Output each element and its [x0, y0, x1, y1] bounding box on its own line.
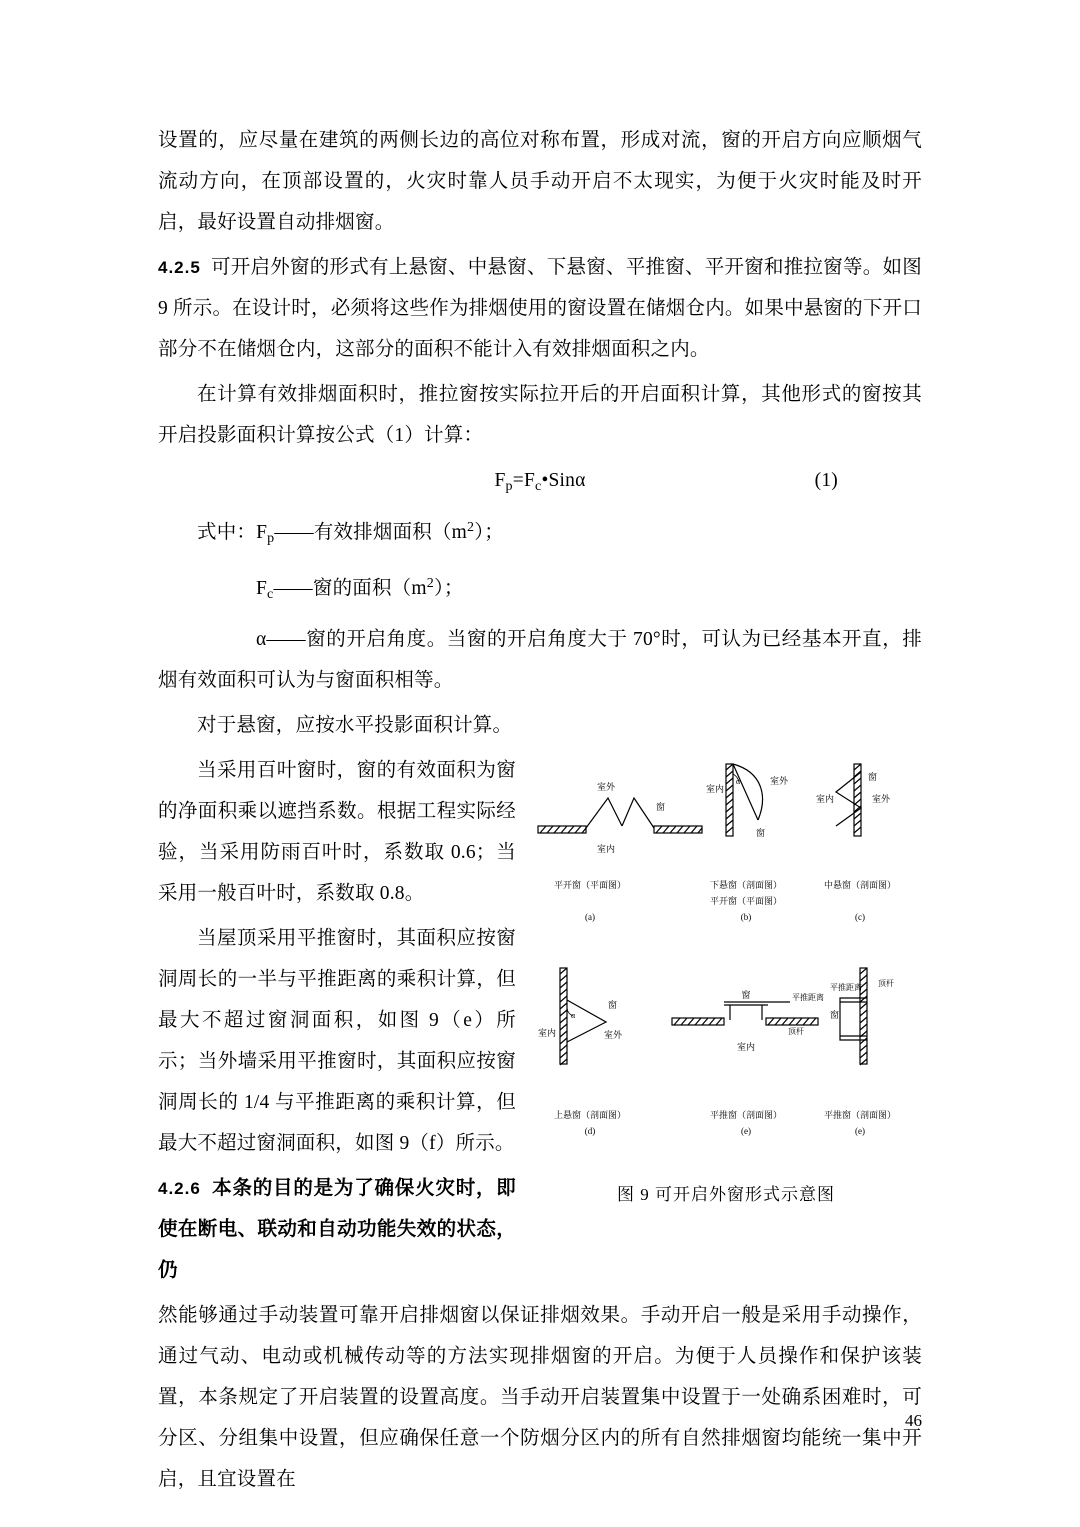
- paragraph-1: 设置的，应尽量在建筑的两侧长边的高位对称布置，形成对流，窗的开启方向应顺烟气流动方向，在顶部设置的，火灾时靠人员手动开启不太现实，为便于火灾时能及时开启，最好设置自动排烟窗。: [158, 130, 922, 233]
- svg-text:下悬窗（剖面图）: 下悬窗（剖面图）: [709, 879, 783, 890]
- svg-text:窗: 窗: [868, 771, 878, 782]
- svg-text:窗: 窗: [830, 1009, 840, 1020]
- svg-text:室外: 室外: [872, 793, 891, 804]
- figure-9-diagram: [530, 750, 922, 1170]
- svg-text:α: α: [571, 1010, 576, 1020]
- paragraph-5: 当采用百叶窗时，窗的有效面积为窗的净面积乘以遮挡系数。根据工程实际经验，当采用防雨百叶时，系数取 0.6；当采用一般百叶时，系数取 0.8。: [158, 759, 516, 904]
- left-text-column: [158, 750, 516, 1295]
- figure-item-b: [706, 764, 789, 922]
- svg-text:(e): (e): [855, 1125, 865, 1136]
- formula-1: [158, 460, 922, 507]
- clause-4-2-6-rest: 然能够通过手动装置可靠开启排烟窗以保证排烟效果。手动开启一般是采用手动操作，通过气动、电动或机械传动等的方法实现排烟窗的开启。为便于人员操作和保护该装置，本条规定了开启装置的设置高度。当手动开启装置集中设置于一处确系困难时，可分区、分组集中设置，但应确保任意一个防烟分区内的所有自然排烟窗均能统一集中开启，且宜设置在: [158, 1304, 922, 1490]
- svg-text:(a): (a): [585, 911, 595, 922]
- svg-text:上悬窗（剖面图）: 上悬窗（剖面图）: [553, 1109, 627, 1120]
- svg-text:室内: 室内: [596, 843, 616, 854]
- clause-number-4-2-5: 4.2.5: [158, 258, 201, 277]
- svg-text:(d): (d): [584, 1125, 596, 1136]
- svg-text:室外: 室外: [770, 775, 789, 786]
- svg-text:平推窗（剖面图）: 平推窗（剖面图）: [709, 1109, 783, 1120]
- paragraph-4: 对于悬窗，应按水平投影面积计算。: [197, 714, 513, 736]
- clause-number-4-2-6: 4.2.6: [158, 1178, 201, 1198]
- clause-text-4-2-5: 可开启外窗的形式有上悬窗、中悬窗、下悬窗、平推窗、平开窗和推拉窗等。如图9 所示。在设计时，必须将这些作为排烟使用的窗设置在储烟仓内。如果中悬窗的下开口部分不在储烟仓内，这部分的面积不能计入有效排烟面积之内。: [158, 257, 922, 360]
- svg-text:室外: 室外: [596, 781, 616, 792]
- svg-text:平开窗（平面图）: 平开窗（平面图）: [553, 879, 627, 890]
- figure-item-d: [538, 968, 626, 1136]
- figure-item-f: [824, 968, 896, 1136]
- figure-item-c: [816, 764, 896, 922]
- text-figure-region: [158, 750, 922, 1295]
- svg-text:平推窗（剖面图）: 平推窗（剖面图）: [823, 1109, 897, 1120]
- svg-text:室内: 室内: [816, 793, 835, 804]
- clause-4-2-6: [158, 1168, 516, 1291]
- formula-expression: $F_p=F_c•Sin\alpha$: [494, 470, 586, 494]
- formula-number: (1): [814, 470, 838, 491]
- svg-text:室外: 室外: [604, 1029, 623, 1040]
- svg-text:平推距离: 平推距离: [792, 992, 824, 1002]
- svg-text:顶杆: 顶杆: [878, 978, 894, 988]
- svg-text:室内: 室内: [706, 783, 725, 794]
- svg-text:α: α: [736, 776, 741, 786]
- symbol-definition-fc: $F_c——$窗的面积$(m^2)$；: [256, 574, 464, 602]
- page-content: [158, 120, 922, 1500]
- symbol-definition-fp: 式中：$F_p——$有效排烟面积$(m^2)$；: [197, 518, 504, 546]
- svg-text:顶杆: 顶杆: [788, 1026, 804, 1036]
- clause-text-4-2-6-bold: 本条的目的是为了确保火灾时，即使在断电、联动和自动功能失效的状态，仍: [158, 1177, 516, 1281]
- svg-text:窗: 窗: [656, 801, 666, 812]
- symbol-definition-alpha: α——窗的开启角度。当窗的开启角度大于 70°时，可认为已经基本开直，排烟有效面积可认为与窗面积相等。: [158, 628, 922, 691]
- svg-text:窗: 窗: [741, 989, 751, 1000]
- paragraph-6: 当屋顶采用平推窗时，其面积应按窗洞周长的一半与平推距离的乘积计算，但最大不超过窗洞面积，如图 9（e）所示；当外墙采用平推窗时，其面积应按窗洞周长的 1/4 与平推距离的乘积计算，但最大不超过窗洞面积，如图 9（f）所示。: [158, 927, 516, 1154]
- figure-caption: 图 9 可开启外窗形式示意图: [617, 1184, 835, 1204]
- svg-text:(e): (e): [741, 1125, 751, 1136]
- svg-text:窗: 窗: [608, 999, 618, 1010]
- svg-text:室内: 室内: [736, 1041, 756, 1052]
- tail-text: [158, 1295, 922, 1500]
- svg-text:室内: 室内: [538, 1027, 557, 1038]
- svg-text:平开窗（平面图）: 平开窗（平面图）: [709, 895, 783, 906]
- svg-text:窗: 窗: [756, 827, 766, 838]
- paragraph-3: 在计算有效排烟面积时，推拉窗按实际拉开后的开启面积计算，其他形式的窗按其开启投影面积计算按公式（1）计算：: [158, 384, 922, 446]
- figure-item-e: [672, 989, 824, 1136]
- svg-text:中悬窗（剖面图）: 中悬窗（剖面图）: [823, 879, 897, 890]
- clause-4-2-5: [158, 247, 922, 370]
- svg-text:(c): (c): [855, 911, 865, 922]
- page-number: 46: [905, 1411, 922, 1430]
- svg-text:(b): (b): [740, 911, 752, 922]
- svg-text:平推距离: 平推距离: [830, 982, 862, 992]
- figure-item-a: [538, 781, 702, 922]
- figure-9: [530, 750, 922, 1205]
